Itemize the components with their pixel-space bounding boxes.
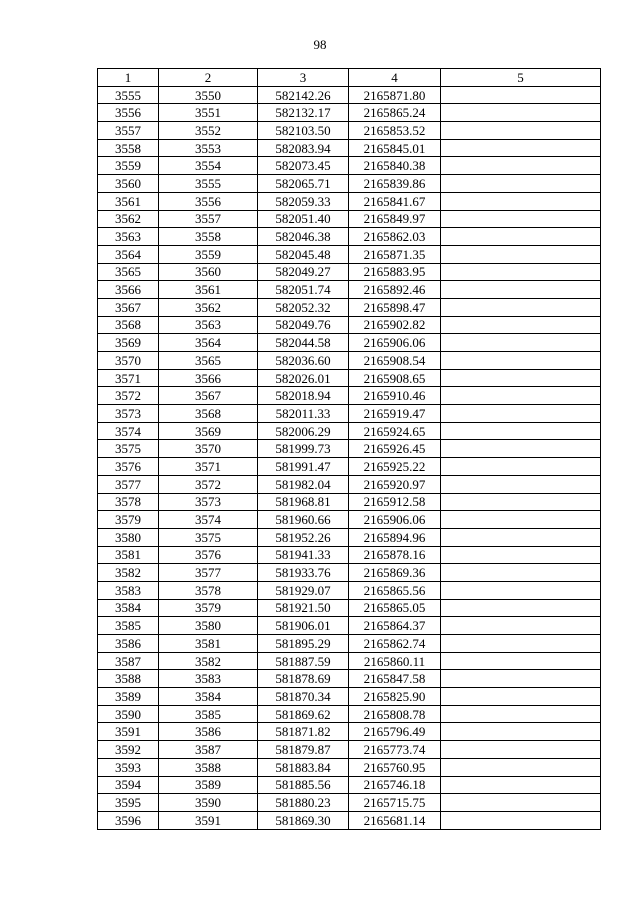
- point-number-cell: 3581: [98, 546, 159, 564]
- x-coordinate-cell: 582142.26: [258, 86, 349, 104]
- y-coordinate-cell: 2165869.36: [349, 564, 441, 582]
- note-cell: [441, 122, 601, 140]
- note-cell: [441, 369, 601, 387]
- y-coordinate-cell: 2165906.06: [349, 334, 441, 352]
- x-coordinate-cell: 581870.34: [258, 688, 349, 706]
- point-id-cell: 3590: [159, 794, 258, 812]
- point-number-cell: 3557: [98, 122, 159, 140]
- point-number-cell: 3563: [98, 228, 159, 246]
- note-cell: [441, 741, 601, 759]
- y-coordinate-cell: 2165865.24: [349, 104, 441, 122]
- x-coordinate-cell: 581929.07: [258, 581, 349, 599]
- table-row: [98, 316, 601, 334]
- table-row: [98, 458, 601, 476]
- x-coordinate-cell: 581869.62: [258, 705, 349, 723]
- x-coordinate-cell: 582044.58: [258, 334, 349, 352]
- point-number-cell: 3560: [98, 175, 159, 193]
- table-row: [98, 86, 601, 104]
- note-cell: [441, 758, 601, 776]
- point-id-cell: 3587: [159, 741, 258, 759]
- x-coordinate-cell: 582026.01: [258, 369, 349, 387]
- table-row: [98, 192, 601, 210]
- point-id-cell: 3551: [159, 104, 258, 122]
- table-row: [98, 564, 601, 582]
- x-coordinate-cell: 581885.56: [258, 776, 349, 794]
- table-row: [98, 440, 601, 458]
- x-coordinate-cell: 581960.66: [258, 511, 349, 529]
- table-header-row: [98, 69, 601, 87]
- point-id-cell: 3588: [159, 758, 258, 776]
- point-number-cell: 3567: [98, 298, 159, 316]
- y-coordinate-cell: 2165925.22: [349, 458, 441, 476]
- note-cell: [441, 192, 601, 210]
- note-cell: [441, 245, 601, 263]
- y-coordinate-cell: 2165796.49: [349, 723, 441, 741]
- point-number-cell: 3595: [98, 794, 159, 812]
- x-coordinate-cell: 582045.48: [258, 245, 349, 263]
- point-number-cell: 3564: [98, 245, 159, 263]
- note-cell: [441, 617, 601, 635]
- table-row: [98, 511, 601, 529]
- x-coordinate-cell: 581906.01: [258, 617, 349, 635]
- table-row: [98, 475, 601, 493]
- column-header-1: 1: [98, 69, 159, 87]
- note-cell: [441, 493, 601, 511]
- note-cell: [441, 599, 601, 617]
- x-coordinate-cell: 581982.04: [258, 475, 349, 493]
- x-coordinate-cell: 581879.87: [258, 741, 349, 759]
- point-id-cell: 3552: [159, 122, 258, 140]
- table-row: [98, 617, 601, 635]
- y-coordinate-cell: 2165746.18: [349, 776, 441, 794]
- x-coordinate-cell: 581921.50: [258, 599, 349, 617]
- point-number-cell: 3582: [98, 564, 159, 582]
- note-cell: [441, 157, 601, 175]
- point-number-cell: 3578: [98, 493, 159, 511]
- point-id-cell: 3563: [159, 316, 258, 334]
- table-row: [98, 493, 601, 511]
- point-id-cell: 3575: [159, 528, 258, 546]
- point-id-cell: 3582: [159, 652, 258, 670]
- note-cell: [441, 139, 601, 157]
- point-number-cell: 3575: [98, 440, 159, 458]
- note-cell: [441, 175, 601, 193]
- y-coordinate-cell: 2165906.06: [349, 511, 441, 529]
- point-id-cell: 3574: [159, 511, 258, 529]
- y-coordinate-cell: 2165847.58: [349, 670, 441, 688]
- x-coordinate-cell: 582036.60: [258, 352, 349, 370]
- point-id-cell: 3553: [159, 139, 258, 157]
- table-row: [98, 794, 601, 812]
- point-number-cell: 3596: [98, 811, 159, 829]
- point-number-cell: 3577: [98, 475, 159, 493]
- y-coordinate-cell: 2165926.45: [349, 440, 441, 458]
- point-id-cell: 3564: [159, 334, 258, 352]
- y-coordinate-cell: 2165860.11: [349, 652, 441, 670]
- y-coordinate-cell: 2165883.95: [349, 263, 441, 281]
- point-id-cell: 3576: [159, 546, 258, 564]
- y-coordinate-cell: 2165908.54: [349, 352, 441, 370]
- point-number-cell: 3570: [98, 352, 159, 370]
- y-coordinate-cell: 2165908.65: [349, 369, 441, 387]
- table-body: [98, 86, 601, 829]
- table-row: [98, 528, 601, 546]
- point-number-cell: 3583: [98, 581, 159, 599]
- y-coordinate-cell: 2165773.74: [349, 741, 441, 759]
- note-cell: [441, 422, 601, 440]
- table-row: [98, 405, 601, 423]
- note-cell: [441, 688, 601, 706]
- y-coordinate-cell: 2165715.75: [349, 794, 441, 812]
- x-coordinate-cell: 581941.33: [258, 546, 349, 564]
- y-coordinate-cell: 2165853.52: [349, 122, 441, 140]
- note-cell: [441, 298, 601, 316]
- note-cell: [441, 104, 601, 122]
- point-number-cell: 3571: [98, 369, 159, 387]
- point-id-cell: 3557: [159, 210, 258, 228]
- point-number-cell: 3565: [98, 263, 159, 281]
- x-coordinate-cell: 582132.17: [258, 104, 349, 122]
- note-cell: [441, 511, 601, 529]
- note-cell: [441, 723, 601, 741]
- point-id-cell: 3570: [159, 440, 258, 458]
- y-coordinate-cell: 2165912.58: [349, 493, 441, 511]
- y-coordinate-cell: 2165920.97: [349, 475, 441, 493]
- point-number-cell: 3568: [98, 316, 159, 334]
- point-number-cell: 3587: [98, 652, 159, 670]
- x-coordinate-cell: 581895.29: [258, 635, 349, 653]
- point-id-cell: 3558: [159, 228, 258, 246]
- note-cell: [441, 546, 601, 564]
- y-coordinate-cell: 2165841.67: [349, 192, 441, 210]
- table-row: [98, 422, 601, 440]
- point-id-cell: 3569: [159, 422, 258, 440]
- x-coordinate-cell: 581991.47: [258, 458, 349, 476]
- table-row: [98, 334, 601, 352]
- point-number-cell: 3576: [98, 458, 159, 476]
- note-cell: [441, 387, 601, 405]
- note-cell: [441, 652, 601, 670]
- point-number-cell: 3559: [98, 157, 159, 175]
- note-cell: [441, 811, 601, 829]
- table-row: [98, 369, 601, 387]
- point-id-cell: 3584: [159, 688, 258, 706]
- y-coordinate-cell: 2165825.90: [349, 688, 441, 706]
- point-id-cell: 3585: [159, 705, 258, 723]
- point-id-cell: 3555: [159, 175, 258, 193]
- point-number-cell: 3593: [98, 758, 159, 776]
- point-number-cell: 3589: [98, 688, 159, 706]
- point-number-cell: 3569: [98, 334, 159, 352]
- point-id-cell: 3572: [159, 475, 258, 493]
- note-cell: [441, 528, 601, 546]
- y-coordinate-cell: 2165894.96: [349, 528, 441, 546]
- point-id-cell: 3550: [159, 86, 258, 104]
- note-cell: [441, 776, 601, 794]
- point-number-cell: 3588: [98, 670, 159, 688]
- x-coordinate-cell: 581999.73: [258, 440, 349, 458]
- note-cell: [441, 440, 601, 458]
- point-id-cell: 3581: [159, 635, 258, 653]
- point-id-cell: 3566: [159, 369, 258, 387]
- note-cell: [441, 670, 601, 688]
- table-row: [98, 387, 601, 405]
- y-coordinate-cell: 2165862.74: [349, 635, 441, 653]
- table-row: [98, 776, 601, 794]
- point-number-cell: 3574: [98, 422, 159, 440]
- x-coordinate-cell: 581880.23: [258, 794, 349, 812]
- table-row: [98, 635, 601, 653]
- note-cell: [441, 316, 601, 334]
- x-coordinate-cell: 581887.59: [258, 652, 349, 670]
- y-coordinate-cell: 2165919.47: [349, 405, 441, 423]
- table-row: [98, 652, 601, 670]
- point-number-cell: 3561: [98, 192, 159, 210]
- y-coordinate-cell: 2165845.01: [349, 139, 441, 157]
- x-coordinate-cell: 582073.45: [258, 157, 349, 175]
- point-id-cell: 3591: [159, 811, 258, 829]
- point-number-cell: 3584: [98, 599, 159, 617]
- point-id-cell: 3559: [159, 245, 258, 263]
- point-id-cell: 3579: [159, 599, 258, 617]
- point-id-cell: 3565: [159, 352, 258, 370]
- x-coordinate-cell: 581968.81: [258, 493, 349, 511]
- note-cell: [441, 263, 601, 281]
- point-number-cell: 3573: [98, 405, 159, 423]
- point-number-cell: 3579: [98, 511, 159, 529]
- point-id-cell: 3556: [159, 192, 258, 210]
- x-coordinate-cell: 581933.76: [258, 564, 349, 582]
- x-coordinate-cell: 581871.82: [258, 723, 349, 741]
- note-cell: [441, 334, 601, 352]
- note-cell: [441, 635, 601, 653]
- table-row: [98, 228, 601, 246]
- table-row: [98, 811, 601, 829]
- y-coordinate-cell: 2165839.86: [349, 175, 441, 193]
- note-cell: [441, 794, 601, 812]
- y-coordinate-cell: 2165892.46: [349, 281, 441, 299]
- table-row: [98, 281, 601, 299]
- note-cell: [441, 281, 601, 299]
- x-coordinate-cell: 582049.27: [258, 263, 349, 281]
- y-coordinate-cell: 2165924.65: [349, 422, 441, 440]
- point-number-cell: 3590: [98, 705, 159, 723]
- column-header-5: 5: [441, 69, 601, 87]
- table-row: [98, 210, 601, 228]
- x-coordinate-cell: 582046.38: [258, 228, 349, 246]
- point-number-cell: 3566: [98, 281, 159, 299]
- table-row: [98, 352, 601, 370]
- point-id-cell: 3578: [159, 581, 258, 599]
- x-coordinate-cell: 582006.29: [258, 422, 349, 440]
- x-coordinate-cell: 582103.50: [258, 122, 349, 140]
- y-coordinate-cell: 2165760.95: [349, 758, 441, 776]
- y-coordinate-cell: 2165849.97: [349, 210, 441, 228]
- x-coordinate-cell: 582018.94: [258, 387, 349, 405]
- page-number: 98: [313, 37, 327, 52]
- table-row: [98, 741, 601, 759]
- coordinates-table: [97, 68, 601, 830]
- column-header-2: 2: [159, 69, 258, 87]
- point-number-cell: 3562: [98, 210, 159, 228]
- y-coordinate-cell: 2165840.38: [349, 157, 441, 175]
- y-coordinate-cell: 2165878.16: [349, 546, 441, 564]
- point-id-cell: 3580: [159, 617, 258, 635]
- table-row: [98, 723, 601, 741]
- x-coordinate-cell: 582051.40: [258, 210, 349, 228]
- x-coordinate-cell: 582052.32: [258, 298, 349, 316]
- y-coordinate-cell: 2165898.47: [349, 298, 441, 316]
- table-row: [98, 688, 601, 706]
- column-header-4: 4: [349, 69, 441, 87]
- y-coordinate-cell: 2165865.56: [349, 581, 441, 599]
- table-row: [98, 175, 601, 193]
- table-row: [98, 758, 601, 776]
- point-id-cell: 3583: [159, 670, 258, 688]
- x-coordinate-cell: 582059.33: [258, 192, 349, 210]
- y-coordinate-cell: 2165865.05: [349, 599, 441, 617]
- point-id-cell: 3589: [159, 776, 258, 794]
- note-cell: [441, 352, 601, 370]
- note-cell: [441, 705, 601, 723]
- point-number-cell: 3572: [98, 387, 159, 405]
- table-row: [98, 599, 601, 617]
- point-id-cell: 3567: [159, 387, 258, 405]
- point-id-cell: 3554: [159, 157, 258, 175]
- note-cell: [441, 458, 601, 476]
- x-coordinate-cell: 581952.26: [258, 528, 349, 546]
- point-id-cell: 3586: [159, 723, 258, 741]
- point-id-cell: 3571: [159, 458, 258, 476]
- table-row: [98, 298, 601, 316]
- point-number-cell: 3592: [98, 741, 159, 759]
- point-number-cell: 3591: [98, 723, 159, 741]
- y-coordinate-cell: 2165910.46: [349, 387, 441, 405]
- x-coordinate-cell: 581883.84: [258, 758, 349, 776]
- point-number-cell: 3580: [98, 528, 159, 546]
- table-row: [98, 139, 601, 157]
- point-number-cell: 3586: [98, 635, 159, 653]
- table-row: [98, 705, 601, 723]
- x-coordinate-cell: 582051.74: [258, 281, 349, 299]
- note-cell: [441, 210, 601, 228]
- point-id-cell: 3577: [159, 564, 258, 582]
- point-number-cell: 3555: [98, 86, 159, 104]
- point-number-cell: 3594: [98, 776, 159, 794]
- point-number-cell: 3558: [98, 139, 159, 157]
- x-coordinate-cell: 582065.71: [258, 175, 349, 193]
- note-cell: [441, 228, 601, 246]
- point-id-cell: 3573: [159, 493, 258, 511]
- y-coordinate-cell: 2165808.78: [349, 705, 441, 723]
- x-coordinate-cell: 581869.30: [258, 811, 349, 829]
- y-coordinate-cell: 2165681.14: [349, 811, 441, 829]
- y-coordinate-cell: 2165902.82: [349, 316, 441, 334]
- x-coordinate-cell: 582083.94: [258, 139, 349, 157]
- table-row: [98, 122, 601, 140]
- note-cell: [441, 581, 601, 599]
- y-coordinate-cell: 2165871.35: [349, 245, 441, 263]
- y-coordinate-cell: 2165862.03: [349, 228, 441, 246]
- table-row: [98, 670, 601, 688]
- note-cell: [441, 564, 601, 582]
- table-row: [98, 263, 601, 281]
- point-id-cell: 3561: [159, 281, 258, 299]
- x-coordinate-cell: 581878.69: [258, 670, 349, 688]
- x-coordinate-cell: 582011.33: [258, 405, 349, 423]
- table-row: [98, 245, 601, 263]
- note-cell: [441, 405, 601, 423]
- x-coordinate-cell: 582049.76: [258, 316, 349, 334]
- point-id-cell: 3560: [159, 263, 258, 281]
- point-number-cell: 3585: [98, 617, 159, 635]
- table-row: [98, 157, 601, 175]
- column-header-3: 3: [258, 69, 349, 87]
- table-row: [98, 546, 601, 564]
- table-row: [98, 581, 601, 599]
- note-cell: [441, 86, 601, 104]
- table-row: [98, 104, 601, 122]
- y-coordinate-cell: 2165864.37: [349, 617, 441, 635]
- point-number-cell: 3556: [98, 104, 159, 122]
- point-id-cell: 3568: [159, 405, 258, 423]
- y-coordinate-cell: 2165871.80: [349, 86, 441, 104]
- note-cell: [441, 475, 601, 493]
- point-id-cell: 3562: [159, 298, 258, 316]
